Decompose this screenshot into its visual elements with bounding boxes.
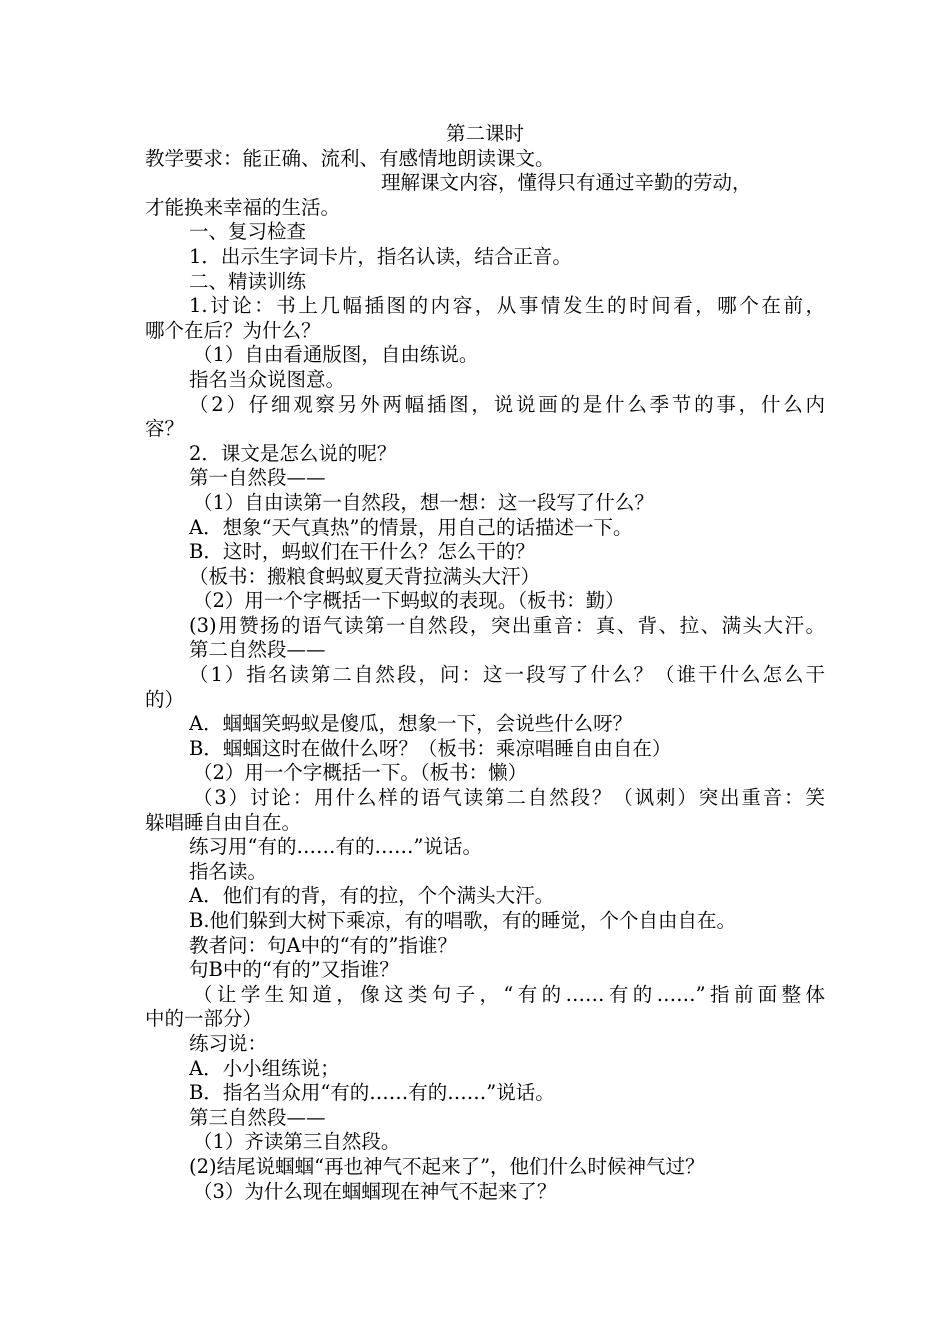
text-line: (3)用赞扬的语气读第一自然段，突出重音：真、背、拉、满头大汗。 — [189, 613, 825, 637]
text-line: A．蝈蝈笑蚂蚁是傻瓜，想象一下，会说些什么呀？ — [189, 712, 633, 736]
text-line: 1.讨论：书上几幅插图的内容，从事情发生的时间看，哪个在前， — [189, 294, 825, 318]
text-line: 练习说： — [189, 1031, 268, 1055]
text-line: （2）用一个字概括一下。（板书：懒） — [193, 761, 528, 785]
text-line: A．他们有的背，有的拉，个个满头大汗。 — [189, 884, 555, 908]
text-line: B．蝈蝈这时在做什么呀？（板书：乘凉唱睡自由自在） — [189, 736, 672, 760]
text-line: （1）自由看通版图，自由练说。 — [193, 343, 479, 367]
text-line: 1．出示生字词卡片，指名认读，结合正音。 — [189, 244, 572, 268]
text-line: B.他们躲到大树下乘凉，有的唱歌，有的睡觉，个个自由自在。 — [189, 909, 737, 932]
text-line: 2．课文是怎么说的呢？ — [189, 441, 397, 465]
text-line: （板书：搬粮食蚂蚁夏天背拉满头大汗） — [189, 564, 541, 588]
text-line: (2)结尾说蝈蝈“再也神气不起来了”，他们什么时候神气过？ — [189, 1154, 705, 1178]
text-line: （1）指名读第二自然段，问：这一段写了什么？（谁干什么怎么干 — [189, 663, 825, 687]
text-lines — [145, 147, 825, 1205]
text-line: 容？ — [145, 417, 185, 441]
text-line: 句B中的“有的”又指谁？ — [189, 958, 399, 982]
text-line: B．这时，蚂蚁们在干什么？怎么干的？ — [189, 540, 535, 564]
text-line: 中的一部分） — [145, 1007, 263, 1031]
text-line: 理解课文内容，懂得只有通过辛勤的劳动， — [381, 171, 752, 195]
text-line: （1）自由读第一自然段，想一想：这一段写了什么？ — [193, 490, 654, 514]
text-line: （让学生知道，像这类句子，“有的……有的……”指前面整体 — [193, 982, 825, 1006]
text-line: 才能换来幸福的生活。 — [145, 195, 341, 219]
text-line: （2）仔细观察另外两幅插图，说说画的是什么季节的事，什么内 — [189, 392, 825, 416]
text-line: 二、精读训练 — [189, 269, 307, 293]
text-line: 练习用“有的……有的……”说话。 — [189, 835, 482, 859]
text-line: 指名当众说图意。 — [189, 367, 346, 391]
text-line: 指名读。 — [189, 859, 268, 883]
text-line: 教学要求：能正确、流利、有感情地朗读课文。 — [145, 146, 555, 170]
text-line: 一、复习检查 — [189, 220, 307, 244]
document-body — [145, 122, 825, 1204]
text-line: （1）齐读第三自然段。 — [193, 1130, 401, 1154]
text-line: 的） — [145, 687, 185, 711]
text-line: 第二自然段—— — [189, 638, 326, 662]
text-line: 躲唱睡自由自在。 — [145, 810, 302, 834]
text-line: A．小小组练说； — [189, 1056, 340, 1080]
page-title: 第二课时 — [445, 122, 524, 145]
text-line: （3）讨论：用什么样的语气读第二自然段？（讽刺）突出重音：笑 — [193, 786, 825, 810]
text-line: 第三自然段—— — [189, 1105, 326, 1129]
text-line: A．想象“天气真热”的情景，用自己的话描述一下。 — [189, 515, 633, 539]
text-line: 哪个在后？为什么？ — [145, 318, 321, 342]
text-line: （3）为什么现在蝈蝈现在神气不起来了？ — [193, 1179, 557, 1203]
text-line: （2）用一个字概括一下蚂蚁的表现。（板书：勤） — [193, 589, 625, 613]
text-line: 教者问：句A中的“有的”指谁？ — [189, 933, 458, 957]
text-line: 第一自然段—— — [189, 466, 326, 490]
text-line: B．指名当众用“有的……有的……”说话。 — [189, 1081, 555, 1105]
